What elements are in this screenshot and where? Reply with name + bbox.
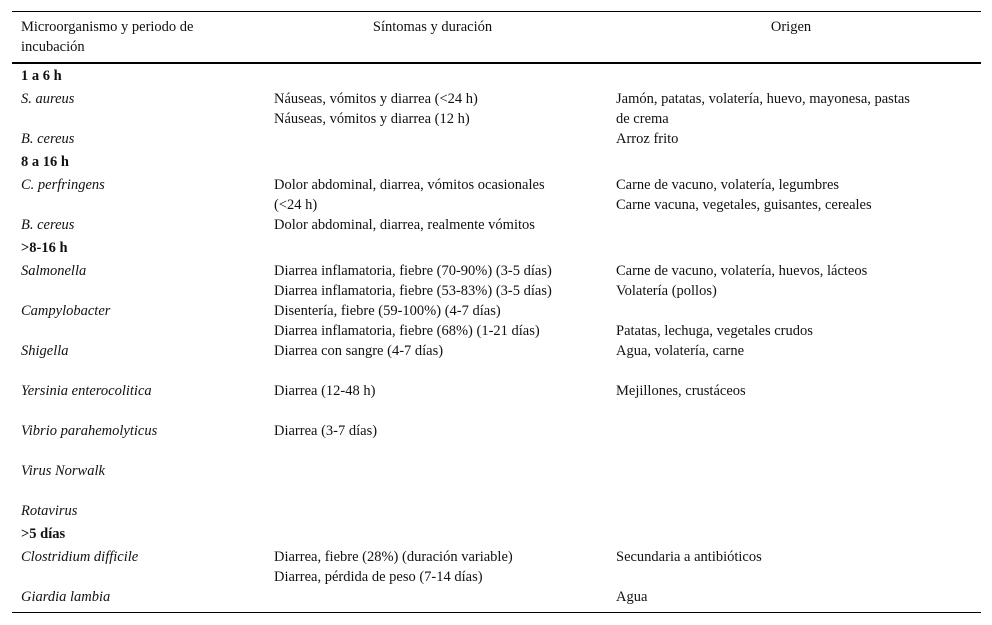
symptom-cell: Diarrea inflamatoria, fiebre (53-83%) (3-5 días) <box>274 283 552 299</box>
symptom-cell: Náuseas, vómitos y diarrea (12 h) <box>274 111 470 127</box>
symptom-cell: Diarrea inflamatoria, fiebre (68%) (1-21 días) <box>274 323 540 339</box>
top-rule <box>12 11 981 12</box>
origin-cell: Agua, volatería, carne <box>616 343 745 359</box>
header-origin: Origen <box>770 19 812 35</box>
header-organism-line1: Microorganismo y periodo de <box>21 19 194 35</box>
symptom-cell: Diarrea, fiebre (28%) (duración variable) <box>274 549 513 565</box>
organism-giardia: Giardia lambia <box>21 589 111 605</box>
header-rule <box>12 62 981 64</box>
symptom-cell: Diarrea (3-7 días) <box>274 423 378 439</box>
group-label-gt-8-16h: >8-16 h <box>21 240 68 256</box>
bottom-rule <box>12 612 981 613</box>
origin-cell: Carne de vacuno, volatería, huevos, lácteos <box>616 263 868 279</box>
organism-norwalk: Virus Norwalk <box>21 463 105 479</box>
organism-c-difficile: Clostridium difficile <box>21 549 139 565</box>
organism-shigella: Shigella <box>21 343 69 359</box>
organism-rotavirus: Rotavirus <box>21 503 78 519</box>
symptom-cell: Náuseas, vómitos y diarrea (<24 h) <box>274 91 478 107</box>
origin-cell: Patatas, lechuga, vegetales crudos <box>616 323 813 339</box>
organism-salmonella: Salmonella <box>21 263 87 279</box>
organism-s-aureus: S. aureus <box>21 91 75 107</box>
group-label-gt-5-days: >5 días <box>21 526 66 542</box>
origin-cell: Jamón, patatas, volatería, huevo, mayonesa, pastas <box>616 91 910 107</box>
symptom-cell: Diarrea con sangre (4-7 días) <box>274 343 444 359</box>
symptom-cell: (<24 h) <box>274 197 318 213</box>
origin-cell: Mejillones, crustáceos <box>616 383 746 399</box>
symptom-cell: Dolor abdominal, diarrea, realmente vómitos <box>274 217 535 233</box>
organism-b-cereus: B. cereus <box>21 217 75 233</box>
origin-cell: Volatería (pollos) <box>616 283 717 299</box>
origin-cell: Secundaria a antibióticos <box>616 549 762 565</box>
organism-campylobacter: Campylobacter <box>21 303 111 319</box>
group-label-1-6h: 1 a 6 h <box>21 68 62 84</box>
symptom-cell: Diarrea inflamatoria, fiebre (70-90%) (3-5 días) <box>274 263 552 279</box>
origin-cell: Carne de vacuno, volatería, legumbres <box>616 177 840 193</box>
organism-yersinia: Yersinia enterocolitica <box>21 383 152 399</box>
symptom-cell: Diarrea, pérdida de peso (7-14 días) <box>274 569 483 585</box>
origin-cell: Arroz frito <box>616 131 679 147</box>
origin-cell: Carne vacuna, vegetales, guisantes, cereales <box>616 197 872 213</box>
group-label-8-16h: 8 a 16 h <box>21 154 69 170</box>
organism-c-perfringens: C. perfringens <box>21 177 105 193</box>
symptom-cell: Disentería, fiebre (59-100%) (4-7 días) <box>274 303 501 319</box>
header-symptoms: Síntomas y duración <box>372 19 493 35</box>
symptom-cell: Dolor abdominal, diarrea, vómitos ocasionales <box>274 177 545 193</box>
origin-cell: Agua <box>616 589 648 605</box>
header-organism-line2: incubación <box>21 39 85 55</box>
origin-cell: de crema <box>616 111 669 127</box>
organism-b-cereus: B. cereus <box>21 131 75 147</box>
organism-vibrio: Vibrio parahemolyticus <box>21 423 158 439</box>
symptom-cell: Diarrea (12-48 h) <box>274 383 376 399</box>
